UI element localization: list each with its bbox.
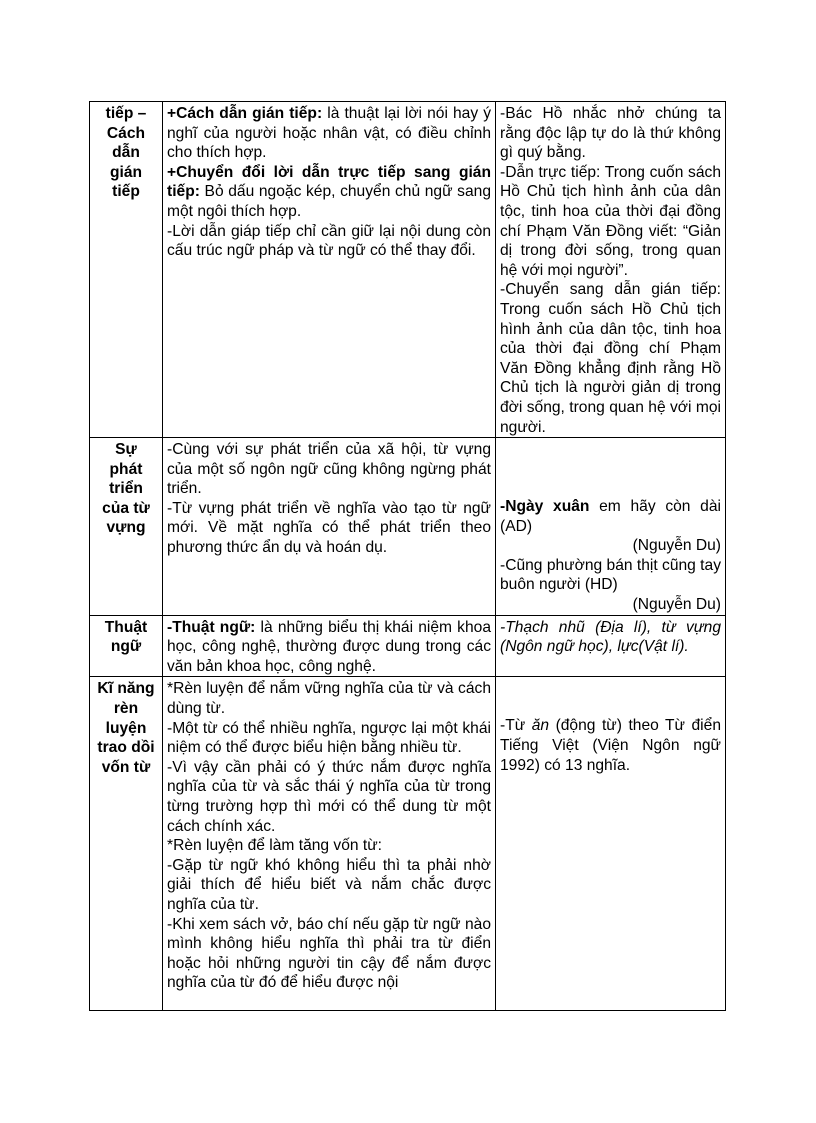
example-paragraph — [500, 497, 721, 536]
definition-paragraph: *Rèn luyện để nắm vững nghĩa của từ và cách dùng từ. — [167, 680, 491, 718]
term-cell — [90, 677, 163, 1011]
definition-paragraph — [167, 104, 491, 163]
term-cell — [90, 615, 163, 677]
table-row-vocabulary-development — [90, 438, 726, 616]
example-text: -Từ — [500, 717, 532, 735]
example-paragraph: -Cũng phường bán thịt cũng tay buôn người (HD) — [500, 556, 721, 594]
term-line: Thuật — [104, 618, 148, 636]
definition-cell — [163, 677, 496, 1011]
definition-paragraph: -Từ vựng phát triển về nghĩa vào tạo từ ngữ mới. Về mặt nghĩa có thể phát triển theo phương thức ẩn dụ và hoán dụ. — [167, 499, 491, 557]
definition-text: là những biểu thị khái niệm khoa học, công nghệ, thường được dung trong các văn bản khoa học, công nghệ. — [167, 618, 491, 675]
example-cell — [496, 677, 726, 1011]
example-cell — [496, 438, 726, 616]
example-paragraph — [500, 716, 721, 775]
term-line: luyện — [105, 719, 147, 737]
example-paragraph: -Bác Hồ nhắc nhở chúng ta rằng độc lập tự do là thứ không gì quý bằng. — [500, 105, 721, 162]
term-line: tiếp – — [105, 105, 147, 122]
definition-paragraph — [167, 222, 491, 261]
term-cell — [90, 102, 163, 438]
definition-heading: +Chuyển đổi lời dẫn trực tiếp sang gián tiếp: — [167, 163, 491, 201]
definition-paragraph: -Một từ có thể nhiều nghĩa, ngược lại một khái niệm có thể được biểu hiện bằng nhiều từ. — [167, 719, 491, 757]
term-line: trao dồi — [97, 739, 155, 757]
definition-paragraph: -Gặp từ ngữ khó không hiểu thì ta phải nhờ giải thích để hiểu biết và nắm chắc được nghĩa của từ. — [167, 856, 491, 913]
table-row-terminology — [90, 615, 726, 677]
definition-paragraph: -Vì vậy cần phải có ý thức nắm được nghĩa nghĩa của từ và sắc thái ý nghĩa của từ trong từng trường hợp thì mới có thể dung từ một cách chính xác. — [167, 758, 491, 835]
definition-heading: +Cách dẫn gián tiếp: — [167, 105, 323, 122]
example-highlight: -Ngày xuân — [500, 498, 590, 516]
example-text: em hãy còn dài (AD) — [500, 498, 721, 535]
definition-paragraph — [167, 163, 491, 222]
definition-cell — [163, 615, 496, 677]
term-line: gián — [109, 163, 143, 181]
example-paragraph: -Dẫn trực tiếp: Trong cuốn sách Hồ Chủ tịch hình ảnh của dân tộc, tinh hoa của thời đại đồng chí Phạm Văn Đồng viết: “Giản dị trong đời sống, trong quan hệ với mọi người”. — [500, 163, 721, 279]
table-row-indirect-speech — [90, 102, 726, 438]
example-text: (động từ) theo Từ điển Tiếng Việt (Viện Ngôn ngữ 1992) có 13 nghĩa. — [500, 717, 721, 774]
table-row-vocabulary-skills — [90, 677, 726, 1011]
term-line: Cách — [106, 124, 146, 142]
definition-cell — [163, 438, 496, 616]
definition-text: -Lời dẫn giáp tiếp chỉ cần giữ lại nội dung còn cấu trúc ngữ pháp và từ ngữ có thể thay đổi. — [167, 222, 491, 260]
term-line: tiếp — [112, 183, 140, 201]
definition-text: là thuật lại lời nói hay ý nghĩ của người hoặc nhân vật, có điều chỉnh cho thích hợp. — [167, 105, 491, 162]
term-line: phát — [109, 460, 143, 478]
definition-text: Bỏ dấu ngoặc kép, chuyển chủ ngữ sang một ngôi thích hợp. — [167, 183, 491, 220]
example-highlight: ăn — [531, 717, 550, 735]
term-line: Sự — [115, 441, 137, 459]
definition-paragraph: *Rèn luyện để làm tăng vốn từ: — [167, 837, 383, 855]
example-paragraph: -Chuyển sang dẫn gián tiếp: Trong cuốn sách Hồ Chủ tịch hình ảnh của dân tộc, tinh hoa của thời đại đồng chí Phạm Văn Đồng khẳng định rằng Hồ Chủ tịch là người giản dị trong đời sống, trong quan hệ với mọi người. — [500, 281, 721, 436]
definition-paragraph: -Cùng với sự phát triển của xã hội, từ vựng của một số ngôn ngữ cũng không ngừng phát triển. — [167, 441, 491, 498]
example-author: (Nguyễn Du) — [632, 537, 721, 555]
term-line: rèn — [113, 700, 139, 718]
term-line: dẫn — [112, 144, 140, 162]
vocabulary-table — [89, 101, 726, 1011]
term-line: Kĩ năng — [97, 680, 155, 698]
definition-paragraph — [167, 618, 491, 677]
term-line: vốn từ — [101, 758, 151, 776]
example-author: (Nguyễn Du) — [632, 596, 721, 614]
definition-paragraph: -Khi xem sách vở, báo chí nếu gặp từ ngữ nào mình không hiểu nghĩa thì phải tra từ điển hoặc hỏi những người tin cậy để nắm được nghĩa của từ đó để hiểu được nội — [167, 915, 491, 992]
term-line: của từ — [102, 499, 150, 517]
term-line: triển — [109, 480, 143, 498]
term-cell — [90, 438, 163, 616]
definition-cell — [163, 102, 496, 438]
definition-heading: -Thuật ngữ: — [167, 618, 256, 636]
term-line: vựng — [106, 519, 146, 537]
term-line: ngữ — [110, 638, 142, 656]
example-cell — [496, 615, 726, 677]
example-cell — [496, 102, 726, 438]
example-paragraph: -Thạch nhũ (Địa lí), từ vựng (Ngôn ngữ học), lực(Vật lí). — [500, 618, 721, 656]
